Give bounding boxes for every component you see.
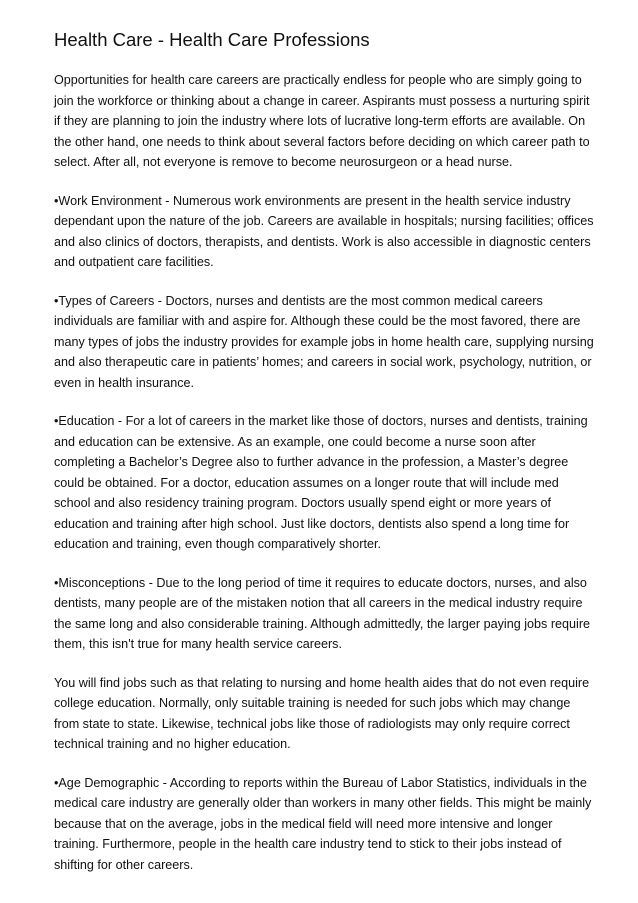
paragraph-jobs-without-college: You will find jobs such as that relating to nursing and home health aides that do not even require college education. Normally, only suitable training is needed for such jobs which may change from state to state. Likewise, technical jobs like those of radiologists may only require correct technical training and no higher education. [54, 675, 590, 751]
paragraph-work-environment: •Work Environment - Numerous work environments are present in the health service industry dependant upon the nature of the job. Careers are available in hospitals; nursing facilities; offices and also clinics of doctors, therapists, and dentists. Work is also accessible in diagnostic centers and outpatient care facilities. [54, 193, 594, 269]
paragraph-misconceptions: •Misconceptions - Due to the long period of time it requires to educate doctors, nurses, and also dentists, many people are of the mistaken notion that all careers in the medical industry require the same long and also considerable training. Although admittedly, the larger paying jobs require them, this isn't true for many health service careers. [54, 575, 591, 651]
paragraph-age-demographic: •Age Demographic - According to reports within the Bureau of Labor Statistics, individuals in the medical care industry are generally older than workers in many other fields. This might be mainly because that on the average, jobs in the medical field will need more intensive and longer training. Furthermore, people in the health care industry tend to stick to their jobs instead of shifting for other careers. [54, 775, 592, 872]
paragraph-types-of-careers: •Types of Careers - Doctors, nurses and dentists are the most common medical careers individuals are familiar with and aspire for. Although these could be the most favored, there are many types of jobs the industry provides for example jobs in home health care, supplying nursing and also therapeutic care in patients’ homes; and careers in social work, psychology, nutrition, or even in health insurance. [54, 293, 594, 390]
paragraph-intro: Opportunities for health care careers are practically endless for people who are simply going to join the workforce or thinking about a change in career. Aspirants must possess a nurturing spirit if they are planning to join the industry where lots of lucrative long-term efforts are available. On the other hand, one needs to think about several factors before deciding on which career path to select. After all, not everyone is remove to become neurosurgeon or a head nurse. [54, 73, 590, 169]
document-title: Health Care - Health Care Professions [54, 29, 370, 50]
paragraph-education: •Education - For a lot of careers in the market like those of doctors, nurses and dentists, training and education can be extensive. As an example, one could become a nurse soon after completing a Bachelor’s Degree also to further advance in the profession, a Master’s degree could be obtained. For a doctor, education assumes on a longer route that will include med school and also residency training program. Doctors usually spend eight or more years of education and training after high school. Just like doctors, dentists also spend a long time for education and training, even though comparatively shorter. [54, 414, 588, 551]
